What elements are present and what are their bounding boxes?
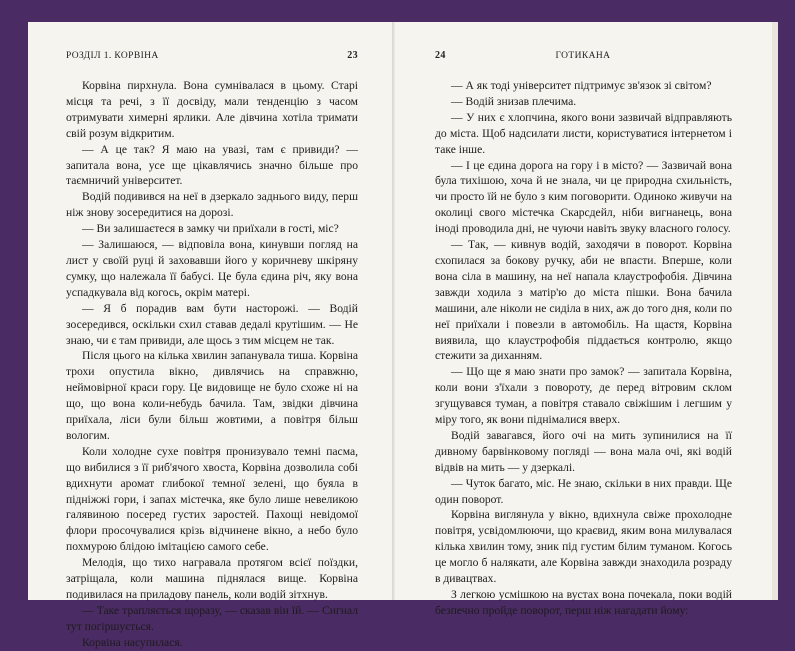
paragraph: Коли холодне сухе повітря пронизувало темні пасма, що вибилися з її риб'ячого хвоста, Корвіна дозволила собі вдихнути аромат глибокої темної зелені, що буяла в підніжжі гори, і запах містечка, яке було лише невеликою галявиною посеред густих заростей. Пахощі невідомої флори просочувалися крізь відчинене вікно, а небо було похмурою блідою імітацією самого себе.	[66, 444, 358, 554]
paragraph: — Таке трапляється щоразу, — сказав він їй. — Сигнал тут погіршується.	[66, 603, 358, 633]
page-number-right: 24	[435, 50, 446, 61]
paragraph: — Водій знизав плечима.	[451, 94, 577, 108]
paragraph: — У них є хлопчина, якого вони зазвичай відправляють до міста. Щоб надсилати листи, користуватися інтернетом і таке інше.	[435, 110, 732, 156]
paragraph: — Ви залишаєтеся в замку чи приїхали в гості, міс?	[82, 222, 339, 236]
paragraph: — Так, — кивнув водій, заходячи в поворот. Корвіна схопилася за бокову ручку, аби не впасти. Вперше, коли вона сіла в машину, на неї напала клаустрофобія. Дівчина завжди ходила з матір'ю до міста пішки. Вона бачила машини, але ніколи не сиділа в них, аж до того дня, коли по неї приїхали і повезли в автомобіль. На щастя, Корвіна виявила, що клаустрофобія піддається контролю, якщо стежити за диханням.	[435, 238, 732, 363]
paragraph: — А це так? Я маю на увазі, там є привиди? — запитала вона, усе ще цікавлячись значно більше про таємничий університет.	[66, 142, 358, 188]
paragraph: Після цього на кілька хвилин запанувала тиша. Корвіна трохи опустила вікно, дивлячись на справжню, неймовірної краси гору. Це видовище не було схоже ні на що, що вона коли-небудь бачила. Там, звідки дівчина приїхала, ліси були більш жовтими, а повітря більш вологим.	[66, 349, 358, 442]
chapter-header: РОЗДІЛ 1. КОРВІНА	[66, 51, 159, 61]
paragraph: — І це єдина дорога на гору і в місто? — Зазвичай вона була тихішою, хоча й не знала, чи це природна схильність, чи просто їй не було з ким поговорити. Одиноко живучи на околиці свого містечка Скарсдейл, ніби вигнанець, вона іноді проводила дні, не чуючи навіть звуку власного голосу.	[435, 158, 732, 236]
paragraph: Мелодія, що тихо награвала протягом всієї поїздки, затріщала, коли машина піднялася вище. Корвіна подивилася на приладову панель, коли водій зітхнув.	[66, 556, 358, 601]
left-page	[28, 22, 392, 649]
running-head-right	[435, 50, 732, 61]
paragraph: Корвіна пирхнула. Вона сумнівалася в цьому. Старі місця та речі, з її досвіду, мали тенденцію з часом отримувати химерні ярлики. Але дівчина хотіла тримати свій розум відкритим.	[66, 79, 358, 140]
paragraph: Корвіна насупилася.	[82, 635, 183, 649]
paragraph: — Чуток багато, міс. Не знаю, скільки в них правди. Ще один поворот.	[435, 476, 732, 506]
right-page	[395, 22, 772, 617]
page-number-left: 23	[347, 50, 358, 61]
paragraph: — А як тоді університет підтримує зв'язок зі світом?	[451, 79, 712, 92]
book-title-header: ГОТИКАНА	[555, 51, 611, 61]
paragraph: Водій подивився на неї в дзеркало заднього виду, перш ніж знову зосередитися на дорозі.	[66, 190, 358, 220]
paragraph: — Залишаюся, — відповіла вона, кинувши погляд на лист у своїй руці й заховавши його у коричневу шкіряну сумку, що належала її бабусі. Це була єдина річ, яку вона успадкувала від когось, окрім матері.	[66, 238, 358, 299]
paragraph: Корвіна виглянула у вікно, вдихнула свіже прохолодне повітря, усвідомлюючи, що краєвид, яким вона милувалася кілька хвилин тому, зник під густим білим туманом. Когось це могло б налякати, але Корвіна завжди знаходила розраду в дивацтвах.	[435, 508, 732, 586]
paragraph: З легкою усмішкою на вустах вона почекала, поки водій безпечно пройде поворот, перш ніж нагадати йому:	[435, 588, 732, 617]
left-page-text	[66, 78, 358, 651]
paragraph: — Що ще я маю знати про замок? — запитала Корвіна, коли вони з'їхали з повороту, де перед вітровим склом згущувався туман, а повітря ставало свіжішим і легшим у міру того, як вони піднімалися вверх.	[435, 365, 732, 427]
right-page-text	[435, 78, 732, 619]
paragraph: — Я б порадив вам бути насторожі. — Водій зосередився, оскільки схил ставав дедалі крутішим. — Не знаю, чи є там привиди, але щось з тим місцем не так.	[66, 301, 358, 347]
page-edge	[772, 22, 778, 600]
paragraph: Водій завагався, його очі на мить зупинилися на її дивному барвінковому погляді — вона мала очі, які водій відвів на мить — у дзеркалі.	[435, 428, 732, 474]
running-head-left	[66, 50, 358, 61]
